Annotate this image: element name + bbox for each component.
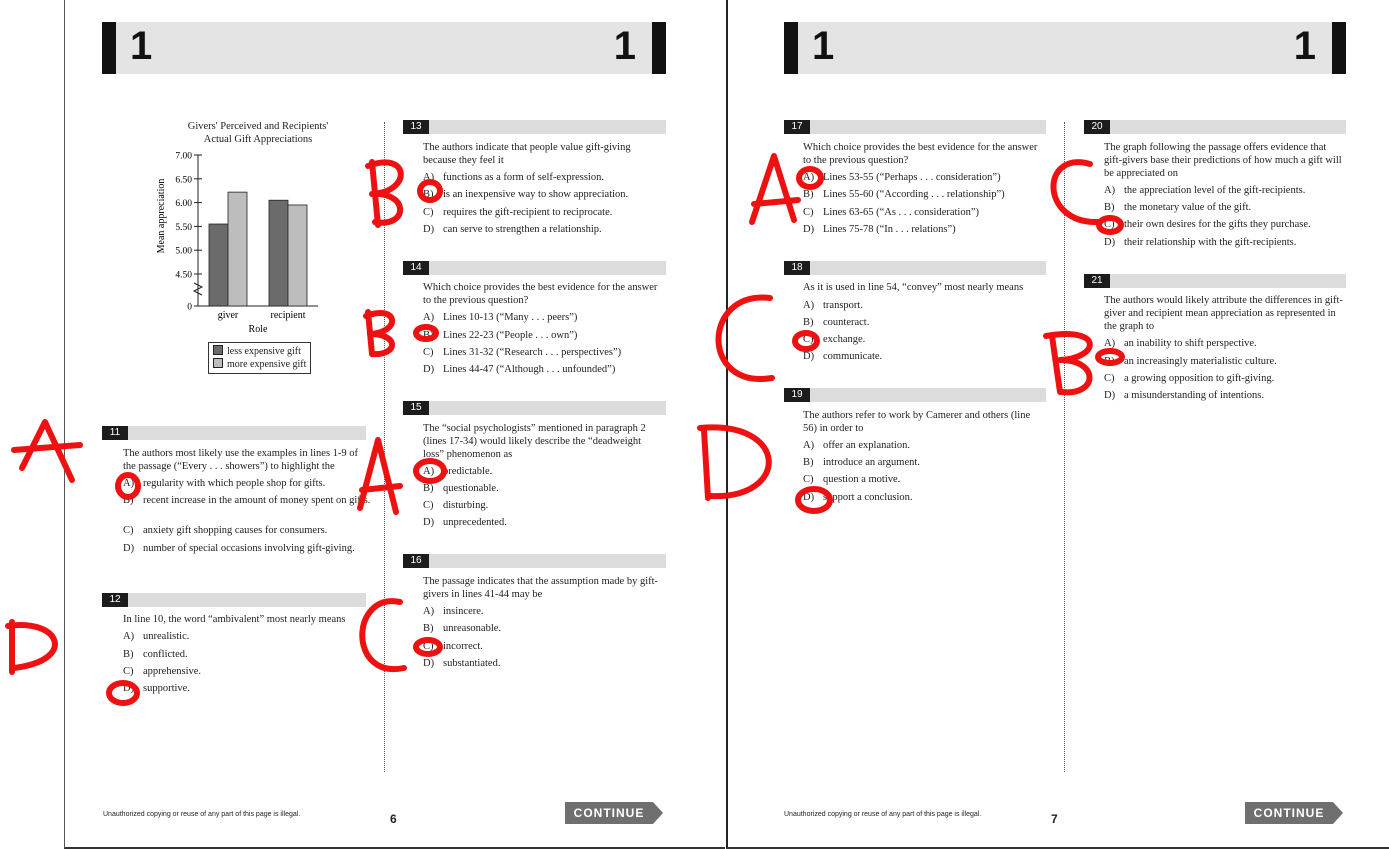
answer-choice[interactable]: D) substantiated. [423, 658, 501, 669]
answer-choice[interactable]: B) Lines 55-60 (“According . . . relationship”) [803, 189, 1005, 200]
bar-chart [150, 146, 330, 338]
answer-choice[interactable]: C) requires the gift-recipient to reciprocate. [423, 207, 613, 218]
answer-choice[interactable]: A) functions as a form of self-expression. [423, 172, 604, 183]
answer-choice[interactable]: B) unreasonable. [423, 623, 502, 634]
answer-choice[interactable]: D) supportive. [123, 683, 190, 694]
answer-choice[interactable]: A) transport. [803, 300, 863, 311]
question-header: 11 [102, 426, 366, 440]
answer-choice[interactable]: D) Lines 75-78 (“In . . . relations”) [803, 224, 956, 235]
answer-choice[interactable]: C) their own desires for the gifts they purchase. [1104, 219, 1311, 230]
answer-choice[interactable]: A) Lines 53-55 (“Perhaps . . . consideration”) [803, 172, 1001, 183]
footer-notice: Unauthorized copying or reuse of any part of this page is illegal. [103, 811, 301, 818]
section-number: 1 [1293, 24, 1316, 68]
answer-choice[interactable]: B) the monetary value of the gift. [1104, 202, 1252, 213]
answer-choice[interactable]: D) Lines 44-47 (“Although . . . unfounded”) [423, 364, 616, 375]
x-tick-label: giver [217, 310, 239, 321]
question-header: 15 [403, 401, 666, 415]
chart-title: Givers' Perceived and Recipients' Actual Gift Appreciations [187, 121, 329, 145]
chart-legend [208, 342, 311, 374]
y-tick-label: 5.50 [175, 222, 192, 233]
legend-item: less expensive gift [227, 346, 301, 357]
answer-choice[interactable]: D) their relationship with the gift-recipients. [1104, 237, 1297, 248]
bar-giver-less-expensive [209, 224, 228, 306]
x-axis-label: Role [248, 324, 268, 335]
answer-choice[interactable]: A) the appreciation level of the gift-recipients. [1104, 185, 1306, 196]
question-header: 17 [784, 120, 1046, 134]
section-number: 1 [812, 24, 835, 68]
question-header: 14 [403, 261, 666, 275]
legend-swatch [213, 358, 223, 368]
question-stem: Which choice provides the best evidence for the answer to the previous question? [803, 142, 1038, 166]
answer-choice[interactable]: C) apprehensive. [123, 666, 202, 677]
column-divider [1064, 122, 1065, 772]
answer-choice[interactable]: C) question a motive. [803, 474, 901, 485]
answer-choice[interactable]: C) a growing opposition to gift-giving. [1104, 373, 1275, 384]
answer-choice[interactable]: A) predictable. [423, 466, 493, 477]
question-stem: The authors most likely use the examples in lines 1-9 of the passage (“Every . . . showers”) to highlight the [123, 448, 359, 472]
answer-choice[interactable]: C) Lines 31-32 (“Research . . . perspectives”) [423, 347, 622, 358]
answer-choice[interactable]: B) Lines 22-23 (“People . . . own”) [423, 330, 578, 341]
answer-choice[interactable]: D) support a conclusion. [803, 492, 913, 503]
section-header-left [102, 22, 666, 74]
footer-notice: Unauthorized copying or reuse of any part of this page is illegal. [784, 811, 982, 818]
section-number: 1 [130, 24, 153, 68]
legend-item: more expensive gift [227, 359, 307, 370]
answer-choice[interactable]: B) counteract. [803, 317, 870, 328]
y-tick-label: 7.00 [175, 151, 192, 162]
y-tick-label: 5.00 [175, 246, 192, 257]
answer-choice[interactable]: B) is an inexpensive way to show appreciation. [423, 189, 629, 200]
answer-choice[interactable]: C) Lines 63-65 (“As . . . consideration”) [803, 207, 979, 218]
column-divider [384, 122, 385, 772]
question-stem: The authors would likely attribute the differences in gift-giver and recipient mean appreciation as represented in the graph to [1104, 295, 1343, 332]
bar-recipient-more-expensive [288, 205, 307, 306]
question-stem: In line 10, the word “ambivalent” most nearly means [123, 614, 346, 625]
answer-choice[interactable]: C) incorrect. [423, 641, 483, 652]
legend-swatch [213, 345, 223, 355]
continue-button[interactable]: CONTINUE [565, 802, 663, 824]
bar-recipient-less-expensive [269, 200, 288, 306]
answer-choice[interactable]: A) unrealistic. [123, 631, 190, 642]
x-tick-label: recipient [270, 310, 306, 321]
section-header-right [784, 22, 1346, 74]
answer-choice[interactable]: D) unprecedented. [423, 517, 507, 528]
question-stem: The authors indicate that people value gift-giving because they feel it [423, 142, 631, 166]
answer-choice[interactable]: B) conflicted. [123, 649, 188, 660]
arrow-right-icon [1333, 802, 1343, 824]
answer-choice[interactable]: D) a misunderstanding of intentions. [1104, 390, 1264, 401]
question-stem: The graph following the passage offers evidence that gift-givers base their predictions of how much a gift will be appreciated on [1104, 142, 1342, 179]
answer-choice[interactable]: B) recent increase in the amount of money spent on gifts. [123, 495, 371, 506]
answer-choice[interactable]: C) anxiety gift shopping causes for consumers. [123, 525, 328, 536]
question-stem: The authors refer to work by Camerer and others (line 56) in order to [803, 410, 1031, 434]
axis-break-icon [194, 283, 202, 295]
y-axis-label: Mean appreciation [156, 178, 167, 254]
question-header: 12 [102, 593, 366, 607]
continue-button[interactable]: CONTINUE [1245, 802, 1343, 824]
y-tick-label: 4.50 [175, 270, 192, 281]
answer-choice[interactable]: C) exchange. [803, 334, 866, 345]
answer-choice[interactable]: B) introduce an argument. [803, 457, 920, 468]
section-number: 1 [613, 24, 636, 68]
answer-choice[interactable]: D) can serve to strengthen a relationship. [423, 224, 602, 235]
answer-choice[interactable]: D) number of special occasions involving gift-giving. [123, 543, 355, 554]
question-stem: Which choice provides the best evidence for the answer to the previous question? [423, 282, 658, 306]
answer-choice[interactable]: A) insincere. [423, 606, 484, 617]
answer-choice[interactable]: A) an inability to shift perspective. [1104, 338, 1257, 349]
question-header: 18 [784, 261, 1046, 275]
answer-choice[interactable]: D) communicate. [803, 351, 883, 362]
page-number: 6 [390, 812, 397, 826]
arrow-right-icon [653, 802, 663, 824]
question-header: 20 [1084, 120, 1346, 134]
question-header: 21 [1084, 274, 1346, 288]
bar-giver-more-expensive [228, 192, 247, 306]
question-header: 19 [784, 388, 1046, 402]
answer-choice[interactable]: A) offer an explanation. [803, 440, 910, 451]
answer-choice[interactable]: A) Lines 10-13 (“Many . . . peers”) [423, 312, 578, 323]
y-tick-label: 0 [187, 302, 192, 313]
question-stem: The passage indicates that the assumption made by gift-givers in lines 41-44 may be [423, 576, 659, 600]
answer-choice[interactable]: C) disturbing. [423, 500, 489, 511]
answer-choice[interactable]: B) questionable. [423, 483, 499, 494]
answer-choice[interactable]: B) an increasingly materialistic culture. [1104, 356, 1277, 367]
question-stem: The “social psychologists” mentioned in paragraph 2 (lines 17-34) would likely describe the “deadweight loss” phenomenon as [423, 423, 646, 460]
question-header: 13 [403, 120, 666, 134]
answer-choice[interactable]: A) regularity with which people shop for gifts. [123, 478, 326, 489]
page-number: 7 [1051, 812, 1058, 826]
y-tick-label: 6.00 [175, 199, 192, 210]
y-tick-label: 6.50 [175, 175, 192, 186]
question-stem: As it is used in line 54, “convey” most nearly means [803, 282, 1024, 293]
question-header: 16 [403, 554, 666, 568]
